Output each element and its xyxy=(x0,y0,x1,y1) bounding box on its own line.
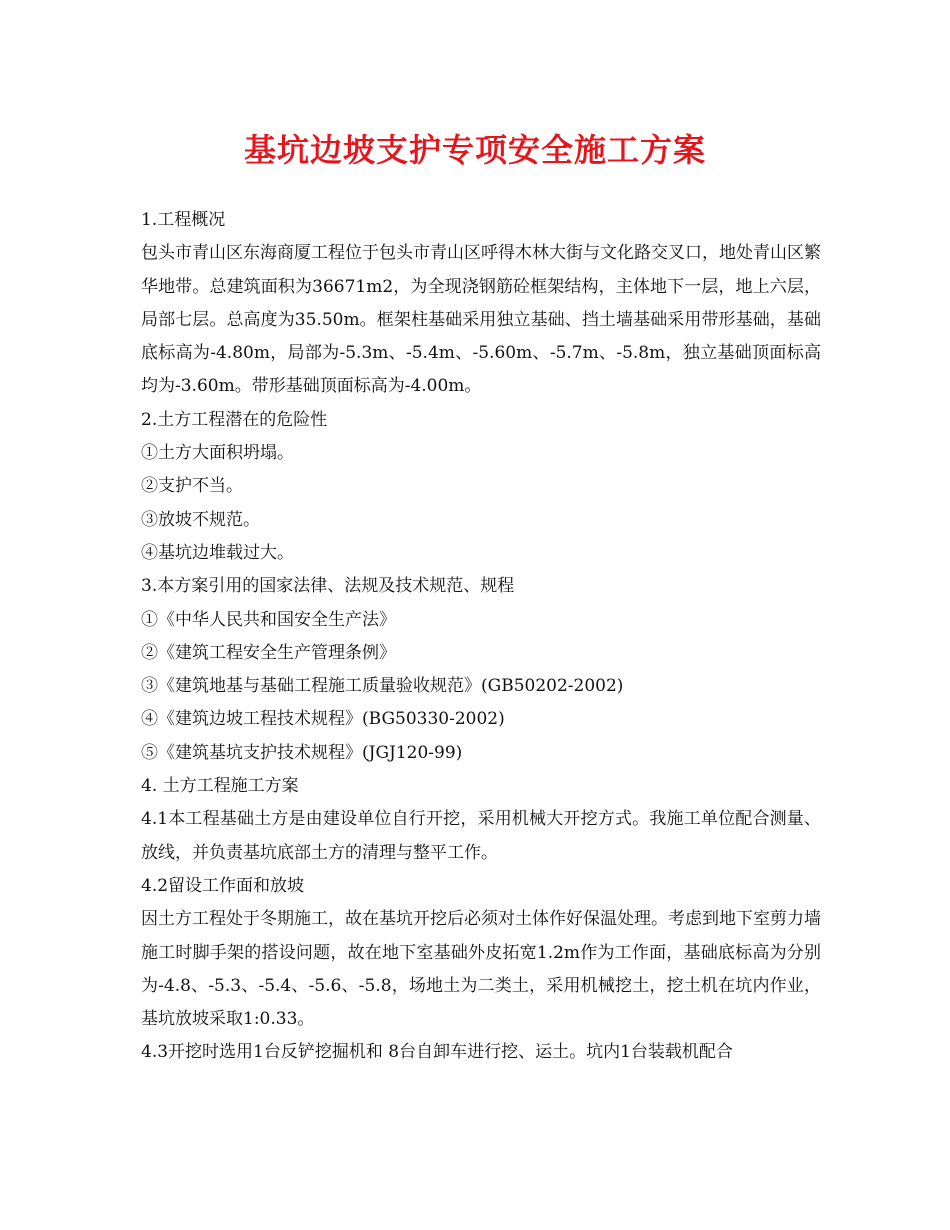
section-heading: 1.工程概况 xyxy=(141,210,226,230)
section-heading: 3.本方案引用的国家法律、法规及技术规范、规程 xyxy=(141,576,515,597)
section-heading: 4. 土方工程施工方案 xyxy=(141,776,299,797)
list-item: ②《建筑工程安全生产管理条例》 xyxy=(141,642,396,663)
paragraph: 因土方工程处于冬期施工，故在基坑开挖后必须对土体作好保温处理。考虑到地下室剪力墙施工时脚手架的搭设问题，故在地下室基础外皮拓宽1.2m作为工作面，基础底标高为分别为-4.8、-5.3、-5.4、-5.6、-5.8，场地土为二类土，采用机械挖土，挖土机在坑内作业，基坑放坡采取1:0.33。 xyxy=(141,909,821,1030)
section-heading: 4.2留设工作面和放坡 xyxy=(141,875,305,896)
list-item: ①《中华人民共和国安全生产法》 xyxy=(141,609,396,630)
list-item: ⑤《建筑基坑支护技术规程》(JGJ120-99) xyxy=(141,742,463,763)
paragraph: 4.3开挖时选用1台反铲挖掘机和 8台自卸车进行挖、运土。坑内1台装载机配合 xyxy=(141,1042,733,1063)
list-item: ④《建筑边坡工程技术规程》(BG50330-2002) xyxy=(141,709,505,730)
paragraph: 包头市青山区东海商厦工程位于包头市青山区呼得木林大街与文化路交叉口，地处青山区繁华地带。总建筑面积为36671m2，为全现浇钢筋砼框架结构，主体地下一层，地上六层，局部七层。总高度为35.50m。框架柱基础采用独立基础、挡土墙基础采用带形基础，基础底标高为-4.80m，局部为-5.3m、-5.4m、-5.60m、-5.7m、-5.8m，独立基础顶面标高均为-3.60m。带形基础顶面标高为-4.00m。 xyxy=(141,243,821,397)
document-body xyxy=(141,204,821,1070)
document-title: 基坑边坡支护专项安全施工方案 xyxy=(243,131,706,169)
list-item: ③放坡不规范。 xyxy=(141,509,260,530)
section-heading: 2.土方工程潜在的危险性 xyxy=(141,409,328,430)
paragraph: 4.1本工程基础土方是由建设单位自行开挖，采用机械大开挖方式。我施工单位配合测量、放线，并负责基坑底部土方的清理与整平工作。 xyxy=(141,809,821,863)
list-item: ④基坑边堆载过大。 xyxy=(141,542,294,563)
list-item: ①土方大面积坍塌。 xyxy=(141,443,294,464)
list-item: ②支护不当。 xyxy=(141,476,243,497)
list-item: ③《建筑地基与基础工程施工质量验收规范》(GB50202-2002) xyxy=(141,676,624,697)
